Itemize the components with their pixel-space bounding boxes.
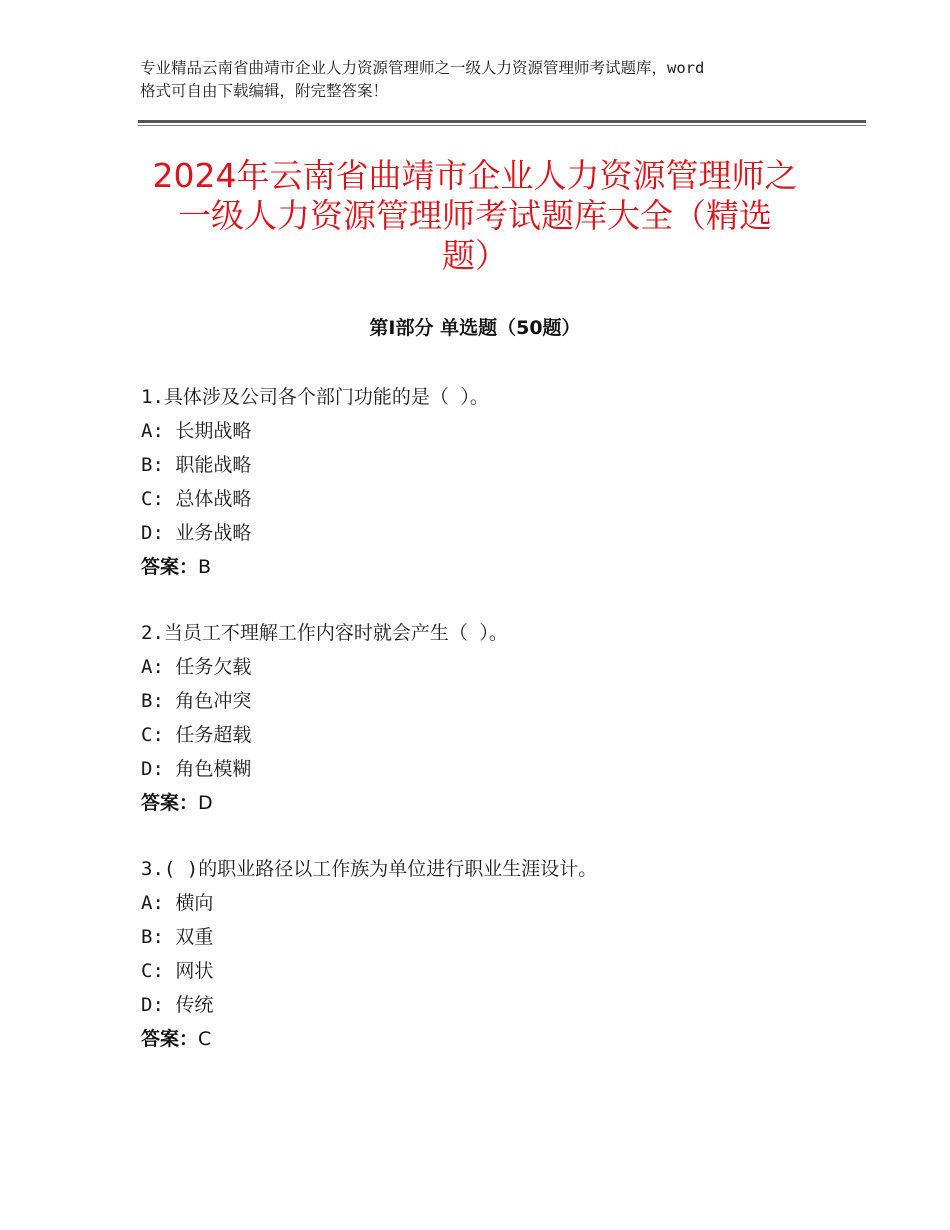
- document-title-line-2: 一级人力资源管理师考试题库大全（精选: [178, 196, 772, 235]
- question-stem: 2.当员工不理解工作内容时就会产生（ ）。: [141, 622, 508, 644]
- question-2: [141, 616, 841, 820]
- option-c: C: 任务超载: [141, 724, 252, 746]
- option-b: B: 双重: [141, 926, 214, 948]
- question-stem: 3.( )的职业路径以工作族为单位进行职业生涯设计。: [141, 858, 598, 880]
- question-stem: 1.具体涉及公司各个部门功能的是（ ）。: [141, 386, 489, 408]
- header-divider-thick: [138, 120, 866, 123]
- option-a: A: 任务欠载: [141, 656, 252, 678]
- option-a: A: 长期战略: [141, 420, 252, 442]
- question-list: [141, 380, 841, 1088]
- header-divider-thin: [138, 125, 866, 126]
- option-b: B: 职能战略: [141, 454, 252, 476]
- answer: [141, 786, 841, 820]
- question-3: [141, 852, 841, 1056]
- header-note-line-1: 专业精品云南省曲靖市企业人力资源管理师之一级人力资源管理师考试题库，word: [140, 59, 705, 77]
- document-title-line-3: 题）: [442, 236, 508, 275]
- option-a: A: 横向: [141, 892, 214, 914]
- option-c: C: 网状: [141, 960, 214, 982]
- document-title: [130, 156, 820, 276]
- option-d: D: 传统: [141, 994, 214, 1016]
- option-d: D: 业务战略: [141, 522, 252, 544]
- header-note: [140, 57, 820, 103]
- answer-value: C: [198, 1028, 212, 1050]
- question-1: [141, 380, 841, 584]
- document-title-line-1: 2024年云南省曲靖市企业人力资源管理师之: [152, 156, 798, 195]
- answer-label: 答案：: [141, 556, 199, 578]
- option-b: B: 角色冲突: [141, 690, 252, 712]
- answer-value: B: [198, 556, 212, 578]
- answer: [141, 1022, 841, 1056]
- answer-label: 答案：: [141, 1028, 199, 1050]
- answer: [141, 550, 841, 584]
- answer-value: D: [198, 792, 213, 814]
- section-title: 第Ⅰ部分 单选题（50题）: [369, 317, 581, 339]
- answer-label: 答案：: [141, 792, 199, 814]
- option-c: C: 总体战略: [141, 488, 252, 510]
- header-note-line-2: 格式可自由下载编辑，附完整答案！: [140, 82, 389, 100]
- option-d: D: 角色模糊: [141, 758, 252, 780]
